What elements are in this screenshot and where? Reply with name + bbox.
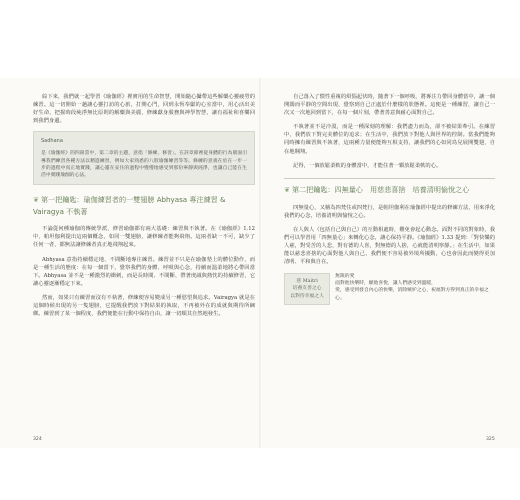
maitri-label-line: 慈 Maitri (296, 278, 318, 284)
maitri-description-line: 愛，感受到發自內心的快樂，消除嫉妒之心，祝福對方得到真正的幸福之心。 (335, 288, 489, 301)
section-heading-1 (33, 194, 255, 217)
book-gutter (259, 78, 261, 448)
intro-paragraph: 綜下來，我們就一起學習《瑜伽經》裡實用的生命智慧，開始隨心攝帶這些解藥心靈疲勞的練習。這一切開始一趟讓心靈打訪的心旅，打開心門，回到永恆奉獻的心室當中，用心活出美好生命，把握時段純淨無比原則的解藥與美麗，修練獻身服務與神學智慧，讓有福祉和喜樂回到我們身邊。 (33, 94, 255, 125)
sadhana-box (33, 131, 255, 185)
body-paragraph: 四無量心，又稱為四梵住或四梵行，是帕坦伽利在瑜伽經中提出的修練方法，用來淨化我們的心念，培養清明與愉悅之心。 (284, 204, 495, 219)
sadhana-box-title: Sadhana (41, 138, 63, 145)
body-paragraph: 自己落入了慣性重複的煩惱起伏時，隨著下一個呼吸，將專注力帶回身體當中，讓一個開闊而平靜的空間出現，覺察到自己正處於什麼樣的狀態裡。這便是一種練習，讓自己一次又一次地回到當下，在每一個片刻，帶著善意與耐心面對自己。 (284, 94, 495, 117)
section-divider (284, 178, 495, 179)
body-paragraph: 不論從何種瑜伽的傳統學派，修習瑜伽都有兩大基礎：練習與不執著。在《瑜伽經》1.12 中，帕坦伽利提出這兩個概念，如同一雙翅膀，讓修練者能夠飛翔。這兩者缺一不可，缺少了任何一者，都無法讓修練者真正地飛翔起來。 (33, 226, 255, 249)
maitri-description (335, 273, 495, 306)
leaf-ornament-icon: ❦ (284, 185, 290, 195)
sadhana-box-text: 是《瑜伽經》的四冊當中，第二章的主題，意指「修練、修習」。在該章節裡從身體的行為層面引導我們練習各種方法以精進練習，例如大家熟悉的八肢瑜伽練習等等。修練的意義在於在一步一步的過程中真正地實踐，讓心靈在安住的過程中慢慢地感受到那份寧靜與純淨，也讓自己能在生活中實踐瑜伽的心法。 (41, 151, 247, 179)
section-heading-2-text: 第二把鑰匙：四無量心 用慈悲喜捨 培養清明愉悅之心 (291, 185, 470, 195)
maitri-label-line: 培養友善之心 (292, 286, 322, 291)
body-paragraph: 然而，如果只有練習而沒有不執著，修練便容易變成另一種慾望與追求。Vairagya 就是在這個時候出現的另一隻翅膀，它提醒我們放下對結果的執取，不再被外在的成就與期待所綑綁。練習到了某一個程度，我們便能在行動中保持自由，讓一切順其自然地發生。 (33, 294, 255, 318)
maitri-description-line: 無限的愛 (335, 273, 355, 279)
leaf-ornament-icon: ❦ (33, 195, 39, 205)
left-page (33, 93, 255, 324)
body-paragraph: Abhyasa 意指持續穩定地、不間斷地專注練習。練習並不只是在瑜伽墊上的體位動作，而是一種生活的態度：在每一個當下，覺察我們的身體、呼吸與心念，持續而溫柔地將心帶回當下。Abhyasa 並不是一種激烈的衝刺，而是長時間、不間斷、帶著虔誠與熱忱的持續修習，它讓心靈逐漸穩定下來。 (33, 256, 255, 287)
section-heading-1-text: 第一把鑰匙：瑜伽練習者的一雙翅膀 Abhyasa 專注練習 & Vairagya 不執著 (33, 195, 226, 216)
right-page (284, 93, 495, 305)
maitri-label-line: 以對待幸福之人 (290, 293, 324, 299)
maitri-description-line: 面對他快樂時，願他喜悅，讓人們感受到溫暖， (335, 280, 436, 286)
section-heading-2 (284, 184, 495, 196)
body-paragraph: 在人與人（包括自己與自己）的互動相處時，難免會起心動念。面對不同的對象時，我們可以學習用「四無量心」來轉化心念，讓心保持平靜。《瑜伽經》1.33 提到：「對快樂的人慈，對受苦的人悲，對有德的人喜，對無德的人捨，心就能清明寧靜。」在生活中，如果能以慈悲喜捨的心面對他人與自己，我們便不容易被外境所擾動，心也會因此而變得更加清明、平和與自在。 (284, 227, 495, 266)
maitri-table (284, 273, 495, 306)
maitri-label (284, 273, 330, 306)
body-paragraph: 不執著並不是冷漠，而是一種深刻的理解：我們盡力而為，卻不被結果牽引。在練習中，我們放下對完美體位的追求；在生活中，我們放下對他人與世界的控制。當我們能夠同時擁有練習與不執著，這兩種力量便能夠互相支持，讓我們的心如同鳥兒展開雙翅，自在地翱翔。 (284, 124, 495, 155)
page-number-right: 325 (486, 437, 495, 442)
body-paragraph: 記得，一個放鬆柔軟的身體當中，才能住著一顆放鬆柔軟的心。 (293, 162, 442, 169)
page-number-left: 324 (33, 437, 42, 442)
